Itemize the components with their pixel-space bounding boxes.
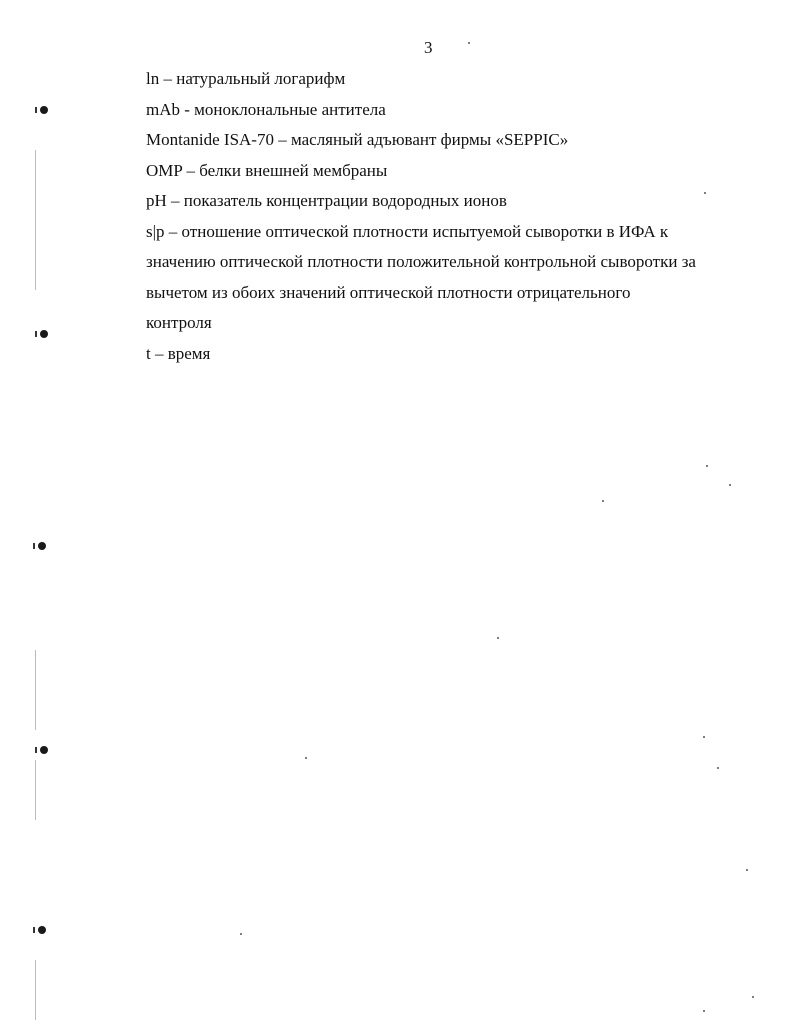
- abbreviation-mab: mAb - моноклональные антитела: [146, 99, 386, 119]
- scan-speck: [703, 1010, 705, 1012]
- scan-edge-line: [35, 150, 36, 290]
- scan-speck: [704, 192, 706, 194]
- abbreviation-sp-line-1: s|p – отношение оптической плотности испытуемой сыворотки в ИФА к: [146, 221, 669, 241]
- punch-hole-mark: [40, 746, 48, 754]
- abbreviation-montanide: Montanide ISA-70 – масляный адъювант фирмы «SEPPIC»: [146, 130, 569, 149]
- abbreviation-t: t – время: [146, 343, 211, 363]
- scan-speck: [305, 757, 307, 759]
- abbreviation-ph: pH – показатель концентрации водородных ионов: [146, 191, 507, 210]
- scan-speck: [746, 869, 748, 871]
- punch-hole-mark: [38, 926, 46, 934]
- abbreviation-sp-line-4: контроля: [146, 313, 212, 332]
- scan-speck: [602, 500, 604, 502]
- abbreviation-list: [146, 64, 746, 369]
- scan-speck: [703, 736, 705, 738]
- punch-hole-mark: [40, 106, 48, 114]
- abbreviation-ln: ln – натуральный логарифм: [146, 69, 346, 88]
- abbreviation-sp-line-2: значению оптической плотности положительной контрольной сыворотки за: [146, 252, 696, 271]
- scan-speck: [729, 484, 731, 486]
- scan-speck: [497, 637, 499, 639]
- punch-hole-mark: [40, 330, 48, 338]
- scan-edge-line: [35, 960, 36, 1020]
- scan-speck: [240, 933, 242, 935]
- scan-speck: [717, 767, 719, 769]
- abbreviation-omp: OMP – белки внешней мембраны: [146, 160, 388, 180]
- scan-speck: [468, 42, 470, 44]
- page-number: 3: [424, 38, 433, 57]
- scan-speck: [706, 465, 708, 467]
- punch-hole-mark: [38, 542, 46, 550]
- abbreviation-sp-line-3: вычетом из обоих значений оптической плотности отрицательного: [146, 282, 631, 302]
- scan-speck: [752, 996, 754, 998]
- scan-edge-line: [35, 760, 36, 820]
- scan-edge-line: [35, 650, 36, 730]
